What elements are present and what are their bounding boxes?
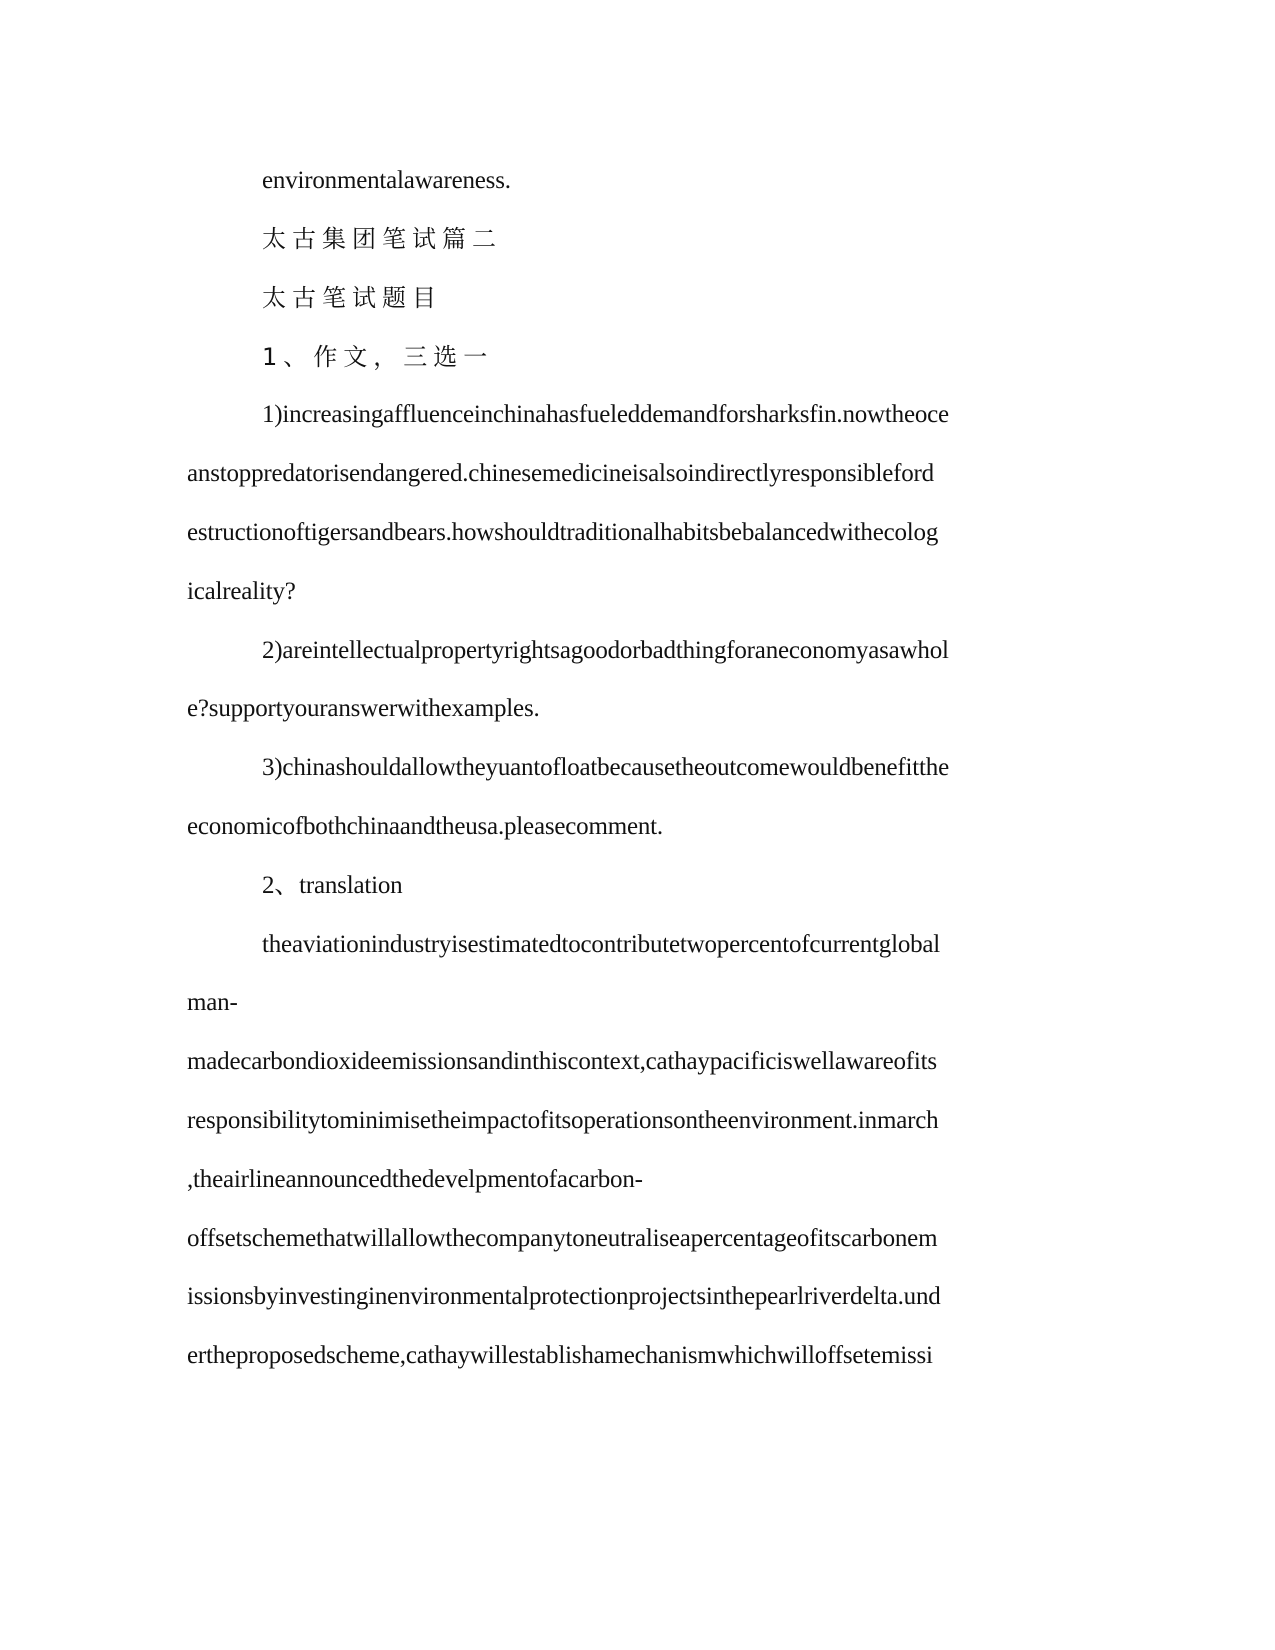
text-line: theaviationindustryisestimatedtocontributetwopercentofcurrentglobal [262, 931, 941, 958]
text-line: offsetschemethatwillallowthecompanytoneutraliseapercentageofitscarbonem [187, 1225, 938, 1252]
text-line: anstoppredatorisendangered.chinesemedicineisalsoindirectlyresponsibleford [187, 460, 934, 487]
text-line: responsibilitytominimisetheimpactofitsoperationsontheenvironment.inmarch [187, 1107, 939, 1134]
text-line: environmentalawareness. [262, 167, 511, 194]
text-line: 3)chinashouldallowtheyuantofloatbecausetheoutcomewouldbenefitthe [262, 754, 949, 781]
text-line: madecarbondioxideemissionsandinthiscontext,cathaypacificiswellawareofits [187, 1048, 937, 1075]
text-line: icalreality? [187, 578, 296, 605]
section-heading: 太古集团笔试篇二 [262, 225, 502, 253]
question-heading: 1、作文，三选一 [262, 343, 494, 371]
text-line: man- [187, 989, 238, 1016]
text-line: 1)increasingaffluenceinchinahasfueleddemandforsharksfin.nowtheoce [262, 401, 949, 428]
text-line: e?supportyouranswerwithexamples. [187, 695, 540, 722]
text-line: ,theairlineannouncedthedevelpmentofacarbon- [187, 1166, 643, 1193]
text-line: 2)areintellectualpropertyrightsagoodorbadthingforaneconomyasawhol [262, 637, 949, 664]
text-line: estructionoftigersandbears.howshouldtraditionalhabitsbebalancedwithecolog [187, 519, 939, 546]
text-line: issionsbyinvestinginenvironmentalprotectionprojectsinthepearlriverdelta.und [187, 1283, 941, 1310]
question-heading: 2、translation [262, 872, 403, 899]
subheading: 太古笔试题目 [262, 284, 442, 312]
text-line: ertheproposedscheme,cathaywillestablishamechanismwhichwilloffsetemissi [187, 1342, 933, 1369]
text-line: economicofbothchinaandtheusa.pleasecomment. [187, 813, 663, 840]
